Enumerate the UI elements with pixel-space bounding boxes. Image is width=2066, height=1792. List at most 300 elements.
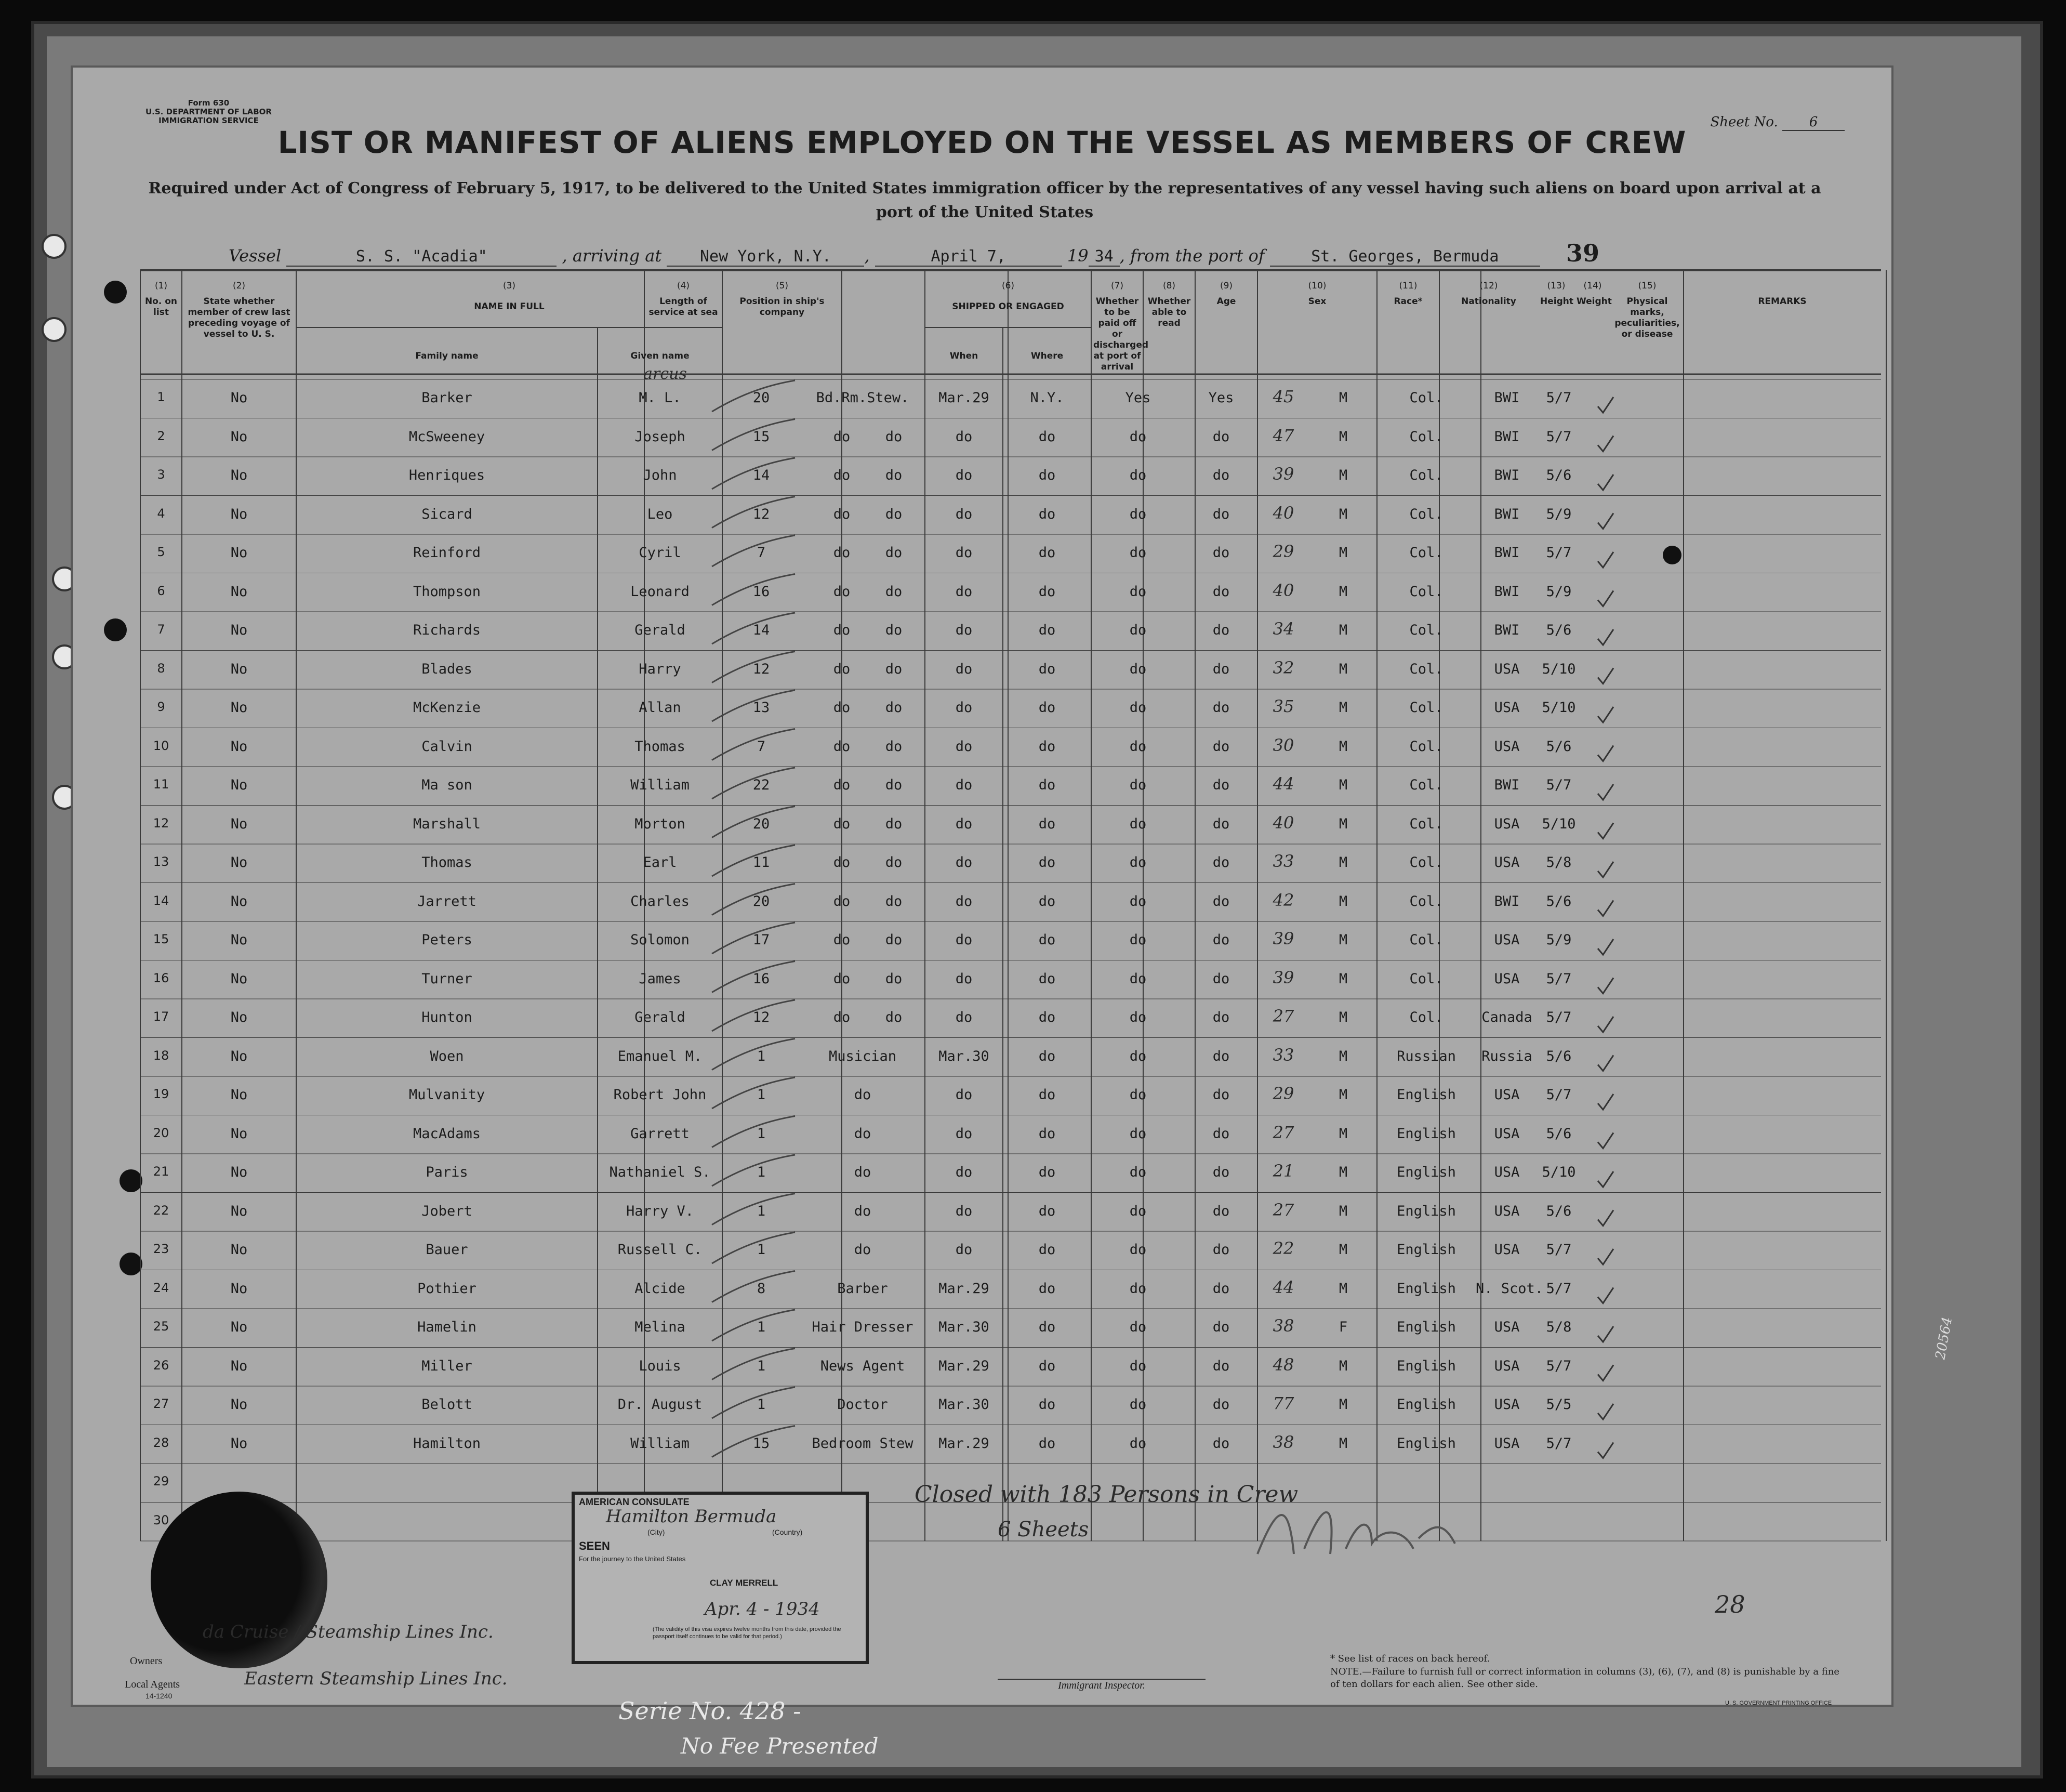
cell-service: 7 (757, 738, 766, 755)
cell-no: 27 (153, 1396, 169, 1411)
cell-sex: M (1339, 893, 1348, 910)
cell-age: 44 (1273, 1277, 1294, 1297)
cell-where: do (1038, 1435, 1056, 1452)
cell-when: do (955, 1242, 973, 1258)
closed-note: Closed with 183 Persons in Crew (915, 1481, 1299, 1508)
cell-nat: BWI (1494, 622, 1520, 638)
cell-position: do (833, 893, 851, 910)
cell-when: do (955, 583, 973, 600)
check-mark (1598, 746, 1613, 761)
cell-race: English (1397, 1087, 1456, 1103)
cell-age: 40 (1273, 812, 1294, 833)
column-header: Height (1540, 296, 1573, 307)
cell-member: No (230, 700, 248, 716)
cell-sex: M (1339, 815, 1348, 832)
cell-read: do (1212, 1319, 1230, 1335)
cell-position: do (854, 1125, 871, 1142)
cell-sex: M (1339, 390, 1348, 406)
check-mark (1598, 862, 1613, 877)
cell-paid: do (1129, 1242, 1147, 1258)
cell-sex: M (1339, 700, 1348, 716)
cell-sex: M (1339, 1009, 1348, 1025)
cell-sex: M (1339, 1125, 1348, 1142)
cell-sex: M (1339, 1164, 1348, 1180)
cell-age: 33 (1273, 1045, 1294, 1065)
cell-family: Hamilton (413, 1435, 481, 1452)
cell-position: do (833, 932, 851, 948)
cell-member: No (230, 661, 248, 677)
cell-sex: M (1339, 1396, 1348, 1413)
cell-position: do (854, 1203, 871, 1219)
cell-sex: M (1339, 661, 1348, 677)
cell-age: 48 (1273, 1354, 1294, 1375)
cell-service: 16 (752, 583, 770, 600)
cell-height: 5/5 (1546, 1396, 1572, 1413)
cell-nat: USA (1494, 1435, 1520, 1452)
cell-position2: do (885, 738, 903, 755)
check-mark (1598, 1017, 1613, 1032)
check-mark (1598, 397, 1613, 413)
cell-no: 6 (157, 583, 165, 598)
cell-given: M. L. (639, 390, 681, 406)
cell-nat: USA (1494, 1358, 1520, 1374)
cell-height: 5/8 (1546, 854, 1572, 871)
cell-position: do (833, 1009, 851, 1025)
cell-nat: USA (1494, 970, 1520, 987)
cell-position2: do (885, 622, 903, 638)
cell-position: do (833, 545, 851, 561)
column-subheader: Family name (415, 351, 479, 361)
cell-when: do (955, 815, 973, 832)
cell-read: do (1212, 467, 1230, 483)
cell-member: No (230, 1087, 248, 1103)
cell-no: 16 (153, 970, 169, 985)
cell-given: John (643, 467, 677, 483)
cell-read: do (1212, 932, 1230, 948)
cell-where: do (1038, 893, 1056, 910)
cell-race: Col. (1409, 545, 1443, 561)
cell-member: No (230, 1435, 248, 1452)
cell-where: do (1038, 622, 1056, 638)
cell-no: 25 (153, 1319, 169, 1334)
vessel-line: Vessel S. S. "Acadia" , arriving at New York, N.Y. , April 7, 19 34 , from the port of St. Georges, Bermuda 39 (229, 239, 1600, 267)
cell-when: do (955, 1125, 973, 1142)
column-header: Weight (1577, 296, 1612, 307)
cell-nat: USA (1494, 700, 1520, 716)
cell-when: do (955, 428, 973, 445)
cell-member: No (230, 1242, 248, 1258)
cell-family: Miller (421, 1358, 472, 1374)
cell-given: Louis (639, 1358, 681, 1374)
cell-given: Gerald (634, 622, 685, 638)
cell-position2: do (885, 893, 903, 910)
check-mark (1598, 784, 1613, 800)
cell-family: Mulvanity (408, 1087, 485, 1103)
cell-given: Joseph (634, 428, 685, 445)
cell-nat: Russia (1481, 1048, 1532, 1064)
cell-position: do (833, 661, 851, 677)
cell-read: do (1212, 1396, 1230, 1413)
cell-family: Sicard (421, 506, 472, 522)
cell-family: Calvin (421, 738, 472, 755)
cell-when: do (955, 854, 973, 871)
cell-height: 5/7 (1546, 1009, 1572, 1025)
cell-family: Hunton (421, 1009, 472, 1025)
cell-no: 9 (157, 700, 165, 714)
cell-where: N.Y. (1030, 390, 1064, 406)
cell-paid: do (1129, 1009, 1147, 1025)
cell-height: 5/7 (1546, 390, 1572, 406)
cell-height: 5/6 (1546, 467, 1572, 483)
cell-family: Woen (430, 1048, 464, 1064)
cell-nat: BWI (1494, 506, 1520, 522)
column-header: Race* (1394, 296, 1423, 307)
cell-race: English (1397, 1435, 1456, 1452)
cell-nat: USA (1494, 1125, 1520, 1142)
cell-height: 5/6 (1546, 738, 1572, 755)
cell-position: do (833, 777, 851, 793)
arrival-year: 34 (1089, 247, 1120, 267)
cell-nat: USA (1494, 661, 1520, 677)
cell-read: do (1212, 815, 1230, 832)
cell-member: No (230, 854, 248, 871)
cell-no: 19 (153, 1087, 169, 1101)
column-number: (2) (232, 281, 246, 291)
column-number: (5) (775, 281, 789, 291)
check-mark (1598, 629, 1613, 645)
cell-family: Thomas (421, 854, 472, 871)
check-mark (1598, 475, 1613, 490)
cell-no: 11 (153, 777, 169, 792)
cell-age: 40 (1273, 580, 1294, 600)
cell-height: 5/7 (1546, 1280, 1572, 1297)
cell-nat: USA (1494, 1396, 1520, 1413)
cell-read: do (1212, 1435, 1230, 1452)
cell-when: do (955, 506, 973, 522)
cell-read: do (1212, 777, 1230, 793)
consulate-stamp: AMERICAN CONSULATE Hamilton Bermuda (City) (Country) SEEN For the journey to the United States CLAY MERRELL Apr. 4 - 1934 (The validity of this visa expires twelve months from this date, provided the passport itself continues to be valid for that period.) (572, 1492, 869, 1664)
column-number: (7) (1110, 281, 1124, 291)
cell-no: 1 (157, 390, 165, 404)
cell-member: No (230, 428, 248, 445)
cell-position: do (833, 815, 851, 832)
cell-family: Henriques (408, 467, 485, 483)
cell-position: Hair Dresser (812, 1319, 913, 1335)
cell-service: 15 (752, 1435, 770, 1452)
cell-position2: do (885, 854, 903, 871)
inspector-signature (1247, 1492, 1465, 1577)
cell-paid: do (1129, 1319, 1147, 1335)
cell-given: Leonard (630, 583, 690, 600)
cell-position: do (833, 583, 851, 600)
cell-age: 39 (1273, 929, 1294, 948)
cell-service: 12 (752, 1009, 770, 1025)
check-mark (1598, 552, 1613, 568)
column-number: (3) (502, 281, 516, 291)
cell-when: do (955, 932, 973, 948)
cell-member: No (230, 545, 248, 561)
cell-when: do (955, 622, 973, 638)
column-subheader: Given name (630, 351, 690, 361)
cell-sex: M (1339, 1242, 1348, 1258)
column-header: State whether member of crew last preceding voyage of vessel to U. S. (188, 296, 290, 339)
cell-race: Col. (1409, 661, 1443, 677)
cell-when: do (955, 661, 973, 677)
cell-family: Richards (413, 622, 481, 638)
cell-nat: USA (1494, 1242, 1520, 1258)
cell-position2: do (885, 970, 903, 987)
penalty-note: NOTE.—Failure to furnish full or correct information in columns (3), (6), (7), and (8) is punishable by a fine of ten dollars for each alien. See other side. (1330, 1666, 1839, 1690)
cell-age: 29 (1273, 1084, 1294, 1103)
cell-read: do (1212, 738, 1230, 755)
cell-family: Hamelin (417, 1319, 476, 1335)
punch-hole (42, 317, 67, 342)
cell-race: English (1397, 1125, 1456, 1142)
cell-given: Charles (630, 893, 690, 910)
owners-value: da Cruise / Steamship Lines Inc. (203, 1622, 494, 1642)
cell-service: 12 (752, 661, 770, 677)
cell-sex: M (1339, 738, 1348, 755)
column-header: No. on list (144, 296, 178, 318)
cell-given: Dr. August (617, 1396, 703, 1413)
inspector-label: Immigrant Inspector. (998, 1679, 1206, 1692)
cell-no: 13 (153, 854, 169, 869)
cell-age: 47 (1273, 425, 1294, 445)
cell-race: Col. (1409, 583, 1443, 600)
cell-given: Cyril (639, 545, 681, 561)
column-number: (4) (677, 281, 690, 291)
cell-read: do (1212, 622, 1230, 638)
cell-position: do (833, 854, 851, 871)
cell-where: do (1038, 1087, 1056, 1103)
cell-race: English (1397, 1164, 1456, 1180)
cell-no: 29 (153, 1474, 169, 1488)
cell-nat: N. Scot. (1476, 1280, 1544, 1297)
cell-given: Alcide (634, 1280, 685, 1297)
cell-age: 27 (1273, 1200, 1294, 1220)
cell-position: do (833, 428, 851, 445)
cell-paid: do (1129, 661, 1147, 677)
cell-no: 17 (153, 1009, 169, 1024)
column-header: Age (1216, 296, 1236, 307)
cell-no: 30 (153, 1512, 169, 1527)
printing-office: U. S. GOVERNMENT PRINTING OFFICE (1725, 1700, 1832, 1706)
cell-sex: M (1339, 467, 1348, 483)
check-mark (1598, 707, 1613, 722)
cell-position2: do (885, 661, 903, 677)
cell-service: 1 (757, 1164, 766, 1180)
cell-family: Jarrett (417, 893, 476, 910)
column-number: (14) (1583, 281, 1602, 291)
cell-position2: do (885, 700, 903, 716)
check-mark (1598, 1171, 1613, 1187)
cell-position: do (833, 506, 851, 522)
cell-nat: BWI (1494, 390, 1520, 406)
cell-read: do (1212, 428, 1230, 445)
cell-paid: do (1129, 738, 1147, 755)
cell-race: Col. (1409, 815, 1443, 832)
cell-no: 15 (153, 932, 169, 946)
cell-age: 77 (1273, 1393, 1294, 1413)
cell-given: Allan (639, 700, 681, 716)
cell-position2: do (885, 815, 903, 832)
cell-position: Doctor (837, 1396, 888, 1413)
cell-read: do (1212, 1358, 1230, 1374)
cell-when: Mar.30 (938, 1048, 989, 1064)
cell-member: No (230, 777, 248, 793)
cell-position: do (854, 1164, 871, 1180)
cell-position2: do (885, 583, 903, 600)
cell-race: Col. (1409, 893, 1443, 910)
check-mark (1598, 1326, 1613, 1342)
cell-age: 29 (1273, 542, 1294, 561)
cell-race: English (1397, 1396, 1456, 1413)
cell-family: Turner (421, 970, 472, 987)
cell-paid: do (1129, 622, 1147, 638)
cell-when: Mar.30 (938, 1319, 989, 1335)
column-header: Nationality (1461, 296, 1516, 307)
cell-member: No (230, 1396, 248, 1413)
cell-paid: Yes (1125, 390, 1151, 406)
cell-age: 42 (1273, 890, 1294, 910)
cell-sex: M (1339, 1203, 1348, 1219)
cell-position2: do (885, 545, 903, 561)
cell-height: 5/7 (1546, 1242, 1572, 1258)
check-mark (1598, 1288, 1613, 1303)
side-number: 39 (1566, 239, 1600, 267)
cell-sex: M (1339, 545, 1348, 561)
cell-given: Russell C. (617, 1242, 703, 1258)
cell-given: Harry V. (626, 1203, 694, 1219)
cell-nat: USA (1494, 1203, 1520, 1219)
cell-where: do (1038, 1009, 1056, 1025)
cell-family: Blades (421, 661, 472, 677)
cell-position: do (833, 700, 851, 716)
cell-where: do (1038, 854, 1056, 871)
cell-age: 45 (1273, 387, 1294, 406)
cell-height: 5/6 (1546, 893, 1572, 910)
cell-service: 1 (757, 1048, 766, 1064)
cell-height: 5/6 (1546, 1125, 1572, 1142)
cell-service: 20 (752, 893, 770, 910)
cell-service: 13 (752, 700, 770, 716)
column-number: (6) (1001, 281, 1015, 291)
cell-height: 5/8 (1546, 1319, 1572, 1335)
cell-nat: USA (1494, 815, 1520, 832)
cell-service: 16 (752, 970, 770, 987)
cell-service: 17 (752, 932, 770, 948)
cell-member: No (230, 506, 248, 522)
cell-family: Reinford (413, 545, 481, 561)
cell-race: Col. (1409, 700, 1443, 716)
departure-port: St. Georges, Bermuda (1270, 247, 1540, 267)
cell-family: Peters (421, 932, 472, 948)
sheets-note: 6 Sheets (998, 1518, 1089, 1541)
cell-when: Mar.29 (938, 1280, 989, 1297)
cell-read: do (1212, 970, 1230, 987)
cell-position: News Agent (820, 1358, 905, 1374)
cell-where: do (1038, 932, 1056, 948)
cell-no: 21 (153, 1164, 169, 1179)
column-header: Sex (1308, 296, 1327, 307)
cell-position: Musician (828, 1048, 897, 1064)
cell-paid: do (1129, 1048, 1147, 1064)
column-header: NAME IN FULL (474, 301, 545, 312)
cell-when: Mar.30 (938, 1396, 989, 1413)
column-number: (1) (154, 281, 168, 291)
column-header: Whether able to read (1147, 296, 1191, 328)
cell-height: 5/10 (1542, 1164, 1576, 1180)
cell-paid: do (1129, 854, 1147, 871)
cell-age: 39 (1273, 464, 1294, 484)
cell-race: Col. (1409, 428, 1443, 445)
cell-height: 5/10 (1542, 661, 1576, 677)
column-header: REMARKS (1758, 296, 1807, 307)
cell-no: 18 (153, 1048, 169, 1063)
cell-family: Ma son (421, 777, 472, 793)
cell-when: Mar.29 (938, 390, 989, 406)
cell-height: 5/7 (1546, 428, 1572, 445)
cell-age: 40 (1273, 503, 1294, 523)
cell-when: do (955, 1009, 973, 1025)
cell-position: do (854, 1242, 871, 1258)
cell-member: No (230, 815, 248, 832)
agents-value: Eastern Steamship Lines Inc. (244, 1668, 508, 1689)
cell-where: do (1038, 1203, 1056, 1219)
serial-note: Serie No. 428 - (618, 1697, 801, 1725)
cell-age: 39 (1273, 967, 1294, 987)
cell-member: No (230, 970, 248, 987)
cell-service: 20 (752, 815, 770, 832)
given-name-correction: arcus (643, 365, 687, 383)
cell-nat: BWI (1494, 467, 1520, 483)
cell-read: do (1212, 1203, 1230, 1219)
cell-when: Mar.29 (938, 1435, 989, 1452)
cell-service: 22 (752, 777, 770, 793)
cell-age: 30 (1273, 735, 1294, 755)
cell-given: Nathaniel S. (609, 1164, 711, 1180)
cell-no: 12 (153, 815, 169, 831)
cell-when: do (955, 970, 973, 987)
cell-read: do (1212, 661, 1230, 677)
cell-given: Harry (639, 661, 681, 677)
cell-paid: do (1129, 1164, 1147, 1180)
check-mark (1598, 1404, 1613, 1419)
cell-age: 33 (1273, 851, 1294, 871)
cell-height: 5/7 (1546, 970, 1572, 987)
cell-height: 5/6 (1546, 622, 1572, 638)
cell-service: 1 (757, 1319, 766, 1335)
cell-service: 14 (752, 622, 770, 638)
cell-family: Thompson (413, 583, 481, 600)
cell-height: 5/7 (1546, 545, 1572, 561)
cell-service: 8 (757, 1280, 766, 1297)
cell-height: 5/9 (1546, 932, 1572, 948)
cell-member: No (230, 622, 248, 638)
cell-no: 14 (153, 893, 169, 908)
cell-height: 5/7 (1546, 1435, 1572, 1452)
cell-given: Melina (634, 1319, 685, 1335)
cell-sex: M (1339, 1358, 1348, 1374)
cell-no: 3 (157, 467, 165, 482)
cell-service: 11 (752, 854, 770, 871)
cell-race: Col. (1409, 506, 1443, 522)
cell-no: 8 (157, 661, 165, 676)
cell-where: do (1038, 545, 1056, 561)
cell-nat: USA (1494, 1319, 1520, 1335)
cell-no: 22 (153, 1203, 169, 1218)
cell-sex: M (1339, 1435, 1348, 1452)
